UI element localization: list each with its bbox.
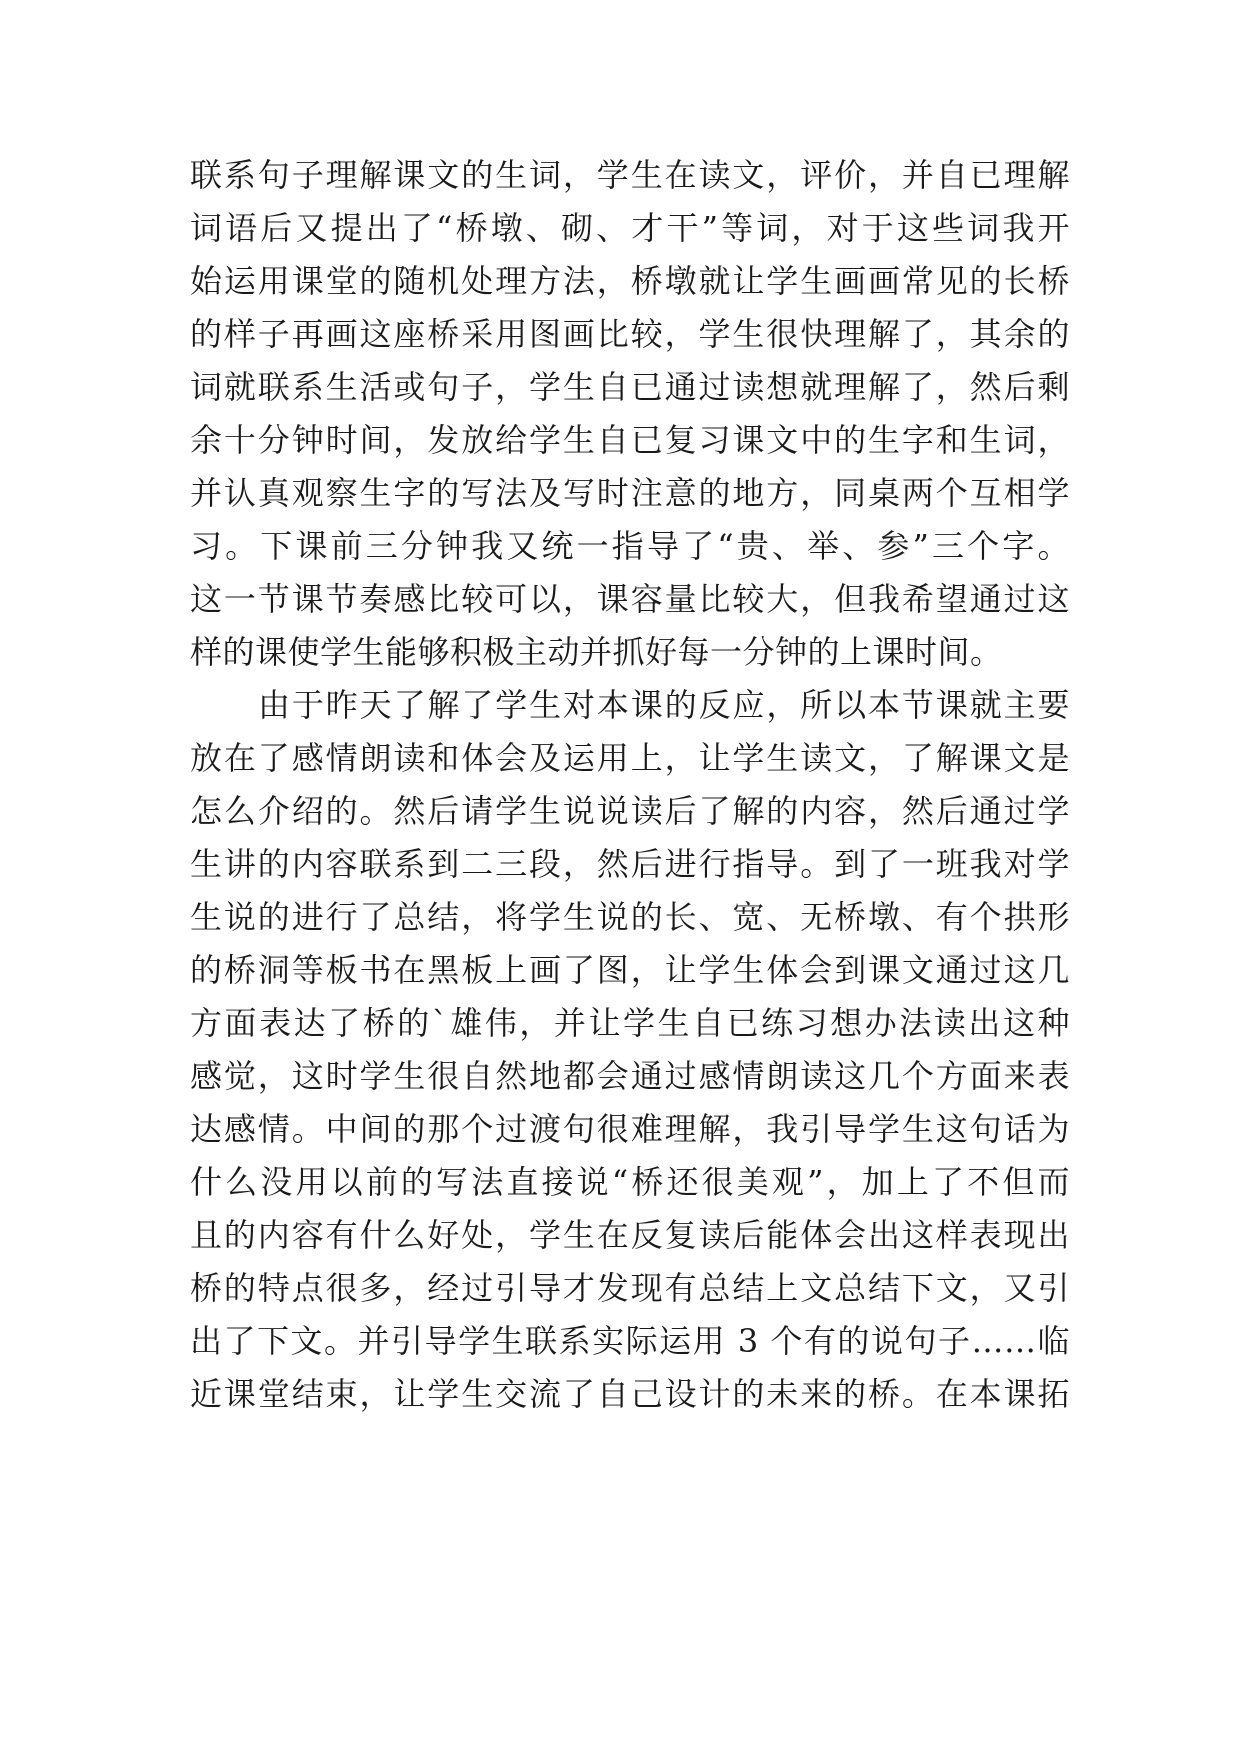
- text-line: 且的内容有什么好处，学生在反复读后能体会出这样表现出: [190, 1216, 1070, 1254]
- text-line: 生讲的内容联系到二三段，然后进行指导。到了一班我对学: [190, 845, 1070, 883]
- text-line: 什么没用以前的写法直接说“桥还很美观”，加上了不但而: [190, 1163, 1070, 1201]
- text-line: 出了下文。并引导学生联系实际运用 3 个有的说句子……临: [190, 1322, 1070, 1360]
- text-line: 生说的进行了总结，将学生说的长、宽、无桥墩、有个拱形: [190, 898, 1070, 936]
- text-line: 的桥洞等板书在黑板上画了图，让学生体会到课文通过这几: [190, 951, 1070, 989]
- text-line: 词语后又提出了“桥墩、砌、才干”等词，对于这些词我开: [190, 209, 1070, 247]
- text-line: 这一节课节奏感比较可以，课容量比较大，但我希望通过这: [190, 580, 1070, 618]
- text-line: 放在了感情朗读和体会及运用上，让学生读文，了解课文是: [190, 739, 1070, 777]
- text-line: 感觉，这时学生很自然地都会通过感情朗读这几个方面来表: [190, 1057, 1070, 1095]
- text-line: 并认真观察生字的写法及写时注意的地方，同桌两个互相学: [190, 474, 1070, 512]
- text-line: 方面表达了桥的`雄伟，并让学生自已练习想办法读出这种: [190, 1004, 1070, 1042]
- text-line: 的样子再画这座桥采用图画比较，学生很快理解了，其余的: [190, 315, 1070, 353]
- paragraph-first-line: 由于昨天了解了学生对本课的反应，所以本节课就主要: [258, 686, 1070, 724]
- text-line: 始运用课堂的随机处理方法，桥墩就让学生画画常见的长桥: [190, 262, 1070, 300]
- text-line: 联系句子理解课文的生词，学生在读文，评价，并自已理解: [190, 156, 1070, 194]
- body-text: [190, 149, 1070, 1421]
- text-line: 余十分钟时间，发放给学生自已复习课文中的生字和生词，: [190, 421, 1070, 459]
- text-line: 达感情。中间的那个过渡句很难理解，我引导学生这句话为: [190, 1110, 1070, 1148]
- text-line: 怎么介绍的。然后请学生说说读后了解的内容，然后通过学: [190, 792, 1070, 830]
- text-line: 近课堂结束，让学生交流了自己设计的未来的桥。在本课拓: [190, 1375, 1070, 1413]
- text-line: 桥的特点很多，经过引导才发现有总结上文总结下文，又引: [190, 1269, 1070, 1307]
- text-line: 习。下课前三分钟我又统一指导了“贵、举、参”三个字。: [190, 527, 1070, 565]
- text-line: 词就联系生活或句子，学生自已通过读想就理解了，然后剩: [190, 368, 1070, 406]
- text-line: 样的课使学生能够积极主动并抓好每一分钟的上课时间。: [190, 633, 1003, 671]
